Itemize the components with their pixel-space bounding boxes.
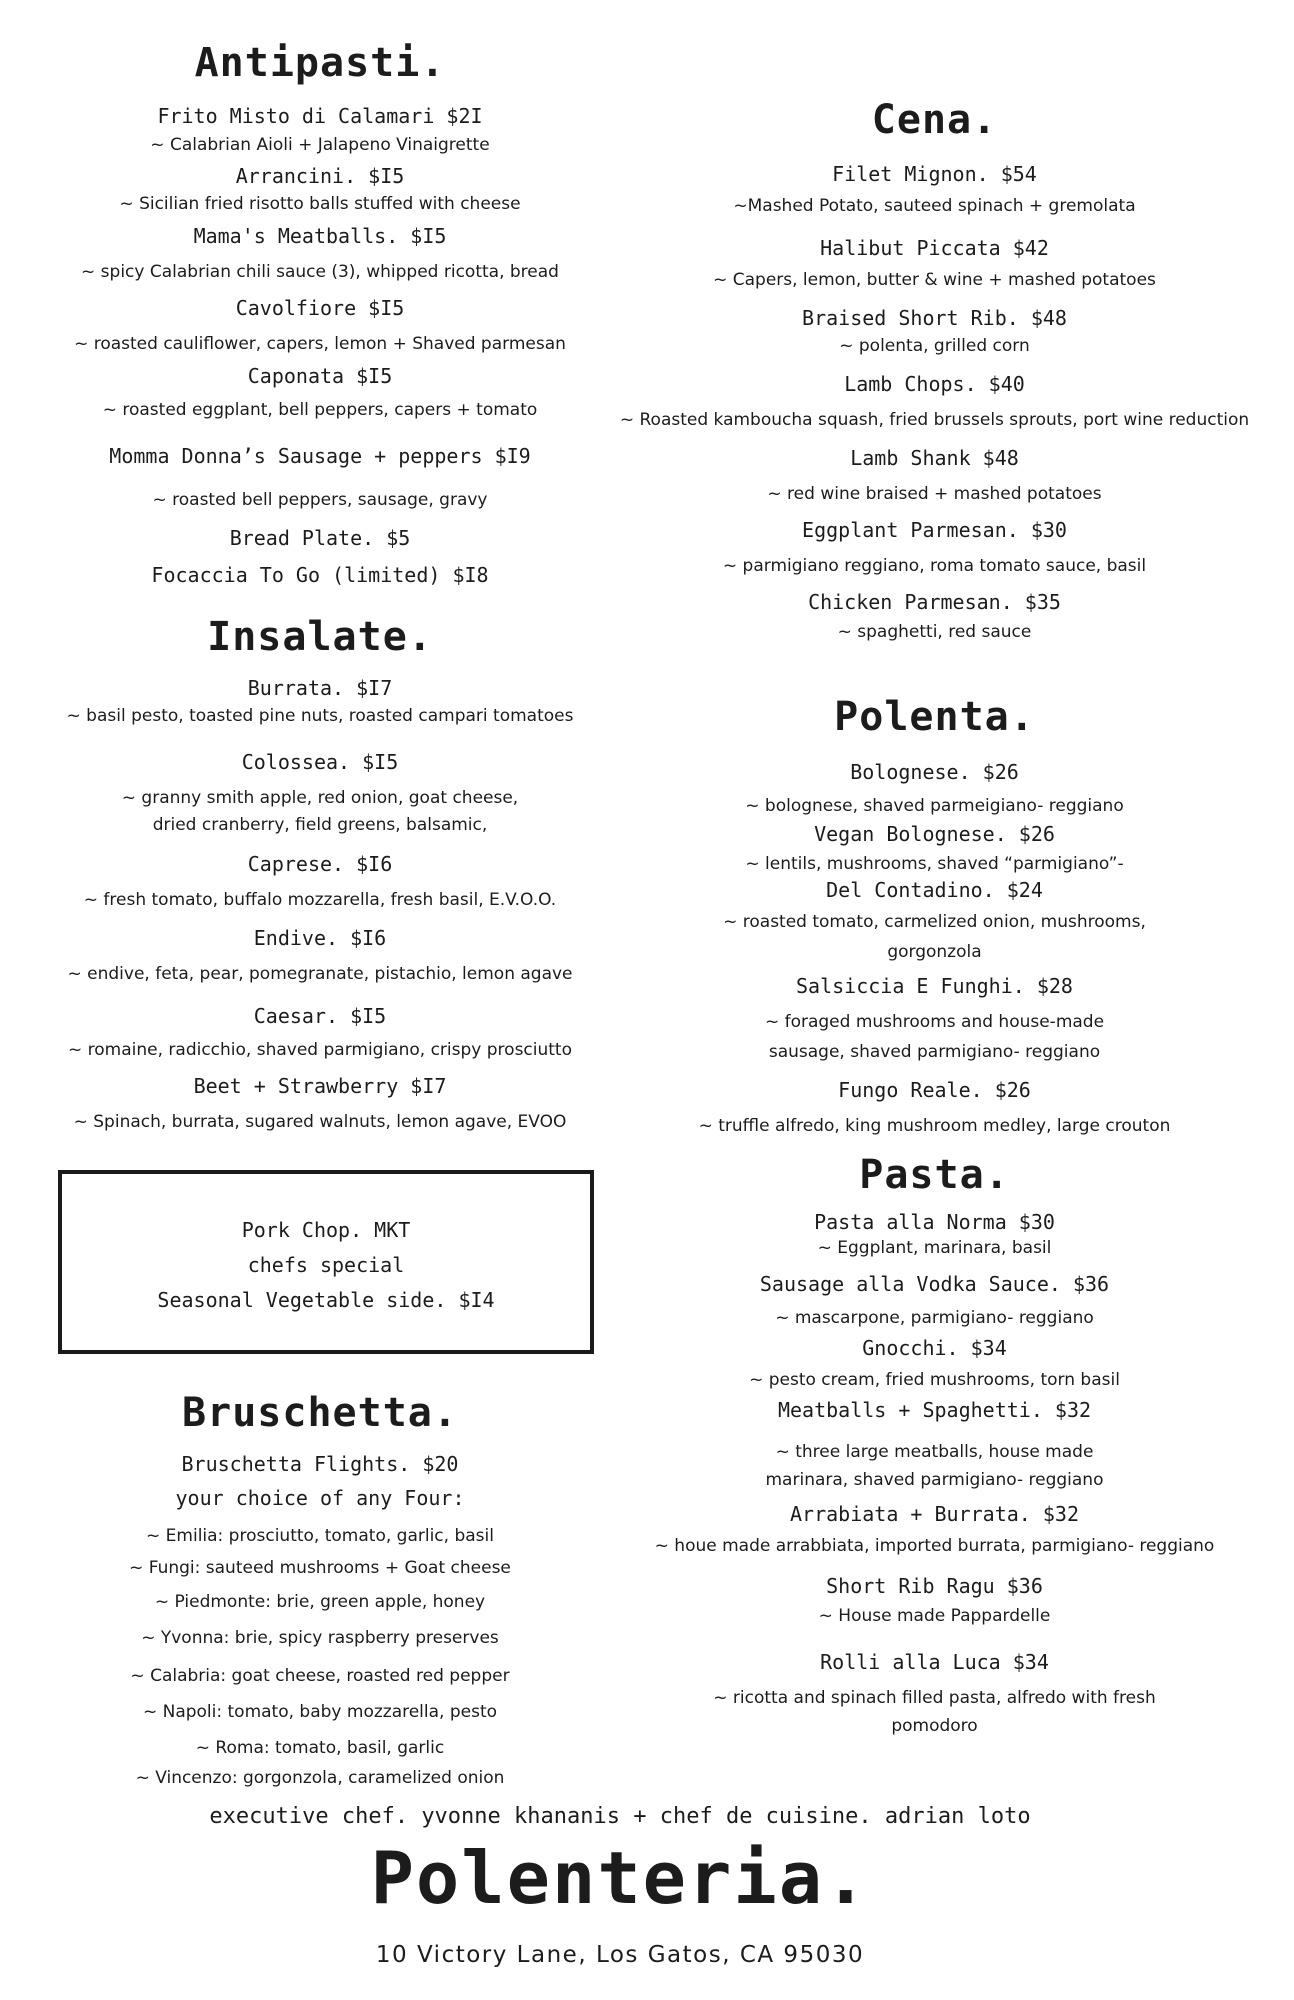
menu-item-name: Caesar. $I5 [253, 1004, 387, 1028]
menu-item-desc: ~ Eggplant, marinara, basil [817, 1238, 1052, 1258]
menu-item-desc: ~ roasted eggplant, bell peppers, capers + tomato [102, 400, 538, 420]
antipasti-heading: Antipasti. [194, 40, 446, 86]
menu-item-desc: dried cranberry, field greens, balsamic, [152, 815, 488, 835]
bruschetta-option: ~ Fungi: sauteed mushrooms + Goat cheese [129, 1558, 511, 1578]
insalate-heading: Insalate. [207, 614, 433, 660]
menu-item-name: Vegan Bolognese. $26 [814, 822, 1055, 846]
bruschetta-option: ~ Roma: tomato, basil, garlic [195, 1738, 445, 1758]
menu-item-name: Beet + Strawberry $I7 [193, 1074, 447, 1098]
menu-item-note: your choice of any Four: [175, 1486, 465, 1510]
menu-item-desc: ~ foraged mushrooms and house-made [764, 1012, 1105, 1032]
menu-item-name: Del Contadino. $24 [826, 878, 1043, 902]
right-column [575, 0, 1294, 2000]
menu-item-desc: ~ roasted bell peppers, sausage, gravy [152, 490, 488, 510]
menu-item-desc: ~ Capers, lemon, butter & wine + mashed potatoes [713, 270, 1156, 290]
special-item: Seasonal Vegetable side. $I4 [157, 1288, 495, 1312]
menu-item-desc: sausage, shaved parmigiano- reggiano [768, 1042, 1101, 1062]
menu-item-desc: ~ Spinach, burrata, sugared walnuts, lemon agave, EVOO [73, 1112, 567, 1132]
cena-heading: Cena. [871, 97, 998, 143]
menu-item-name: Bolognese. $26 [850, 760, 1019, 784]
bruschetta-option: ~ Yvonna: brie, spicy raspberry preserves [141, 1628, 499, 1648]
menu-item-desc: ~ parmigiano reggiano, roma tomato sauce, basil [722, 556, 1147, 576]
menu-item-desc: ~ spicy Calabrian chili sauce (3), whipped ricotta, bread [81, 262, 559, 282]
menu-item-desc: ~ houe made arrabbiata, imported burrata, parmigiano- reggiano [654, 1536, 1215, 1556]
specials-box [58, 1170, 594, 1354]
menu-item-name: Filet Mignon. $54 [832, 162, 1037, 186]
menu-item-name: Focaccia To Go (limited) $I8 [151, 563, 489, 587]
menu-item-desc: ~ roasted tomato, carmelized onion, mushrooms, [723, 912, 1146, 932]
menu-item-desc: ~ polenta, grilled corn [839, 336, 1030, 356]
menu-item-desc: ~ spaghetti, red sauce [837, 622, 1032, 642]
bruschetta-option: ~ Emilia: prosciutto, tomato, garlic, basil [146, 1526, 494, 1546]
menu-item-name: Cavolfiore $I5 [235, 296, 405, 320]
menu-item-name: Lamb Chops. $40 [844, 372, 1025, 396]
left-column [0, 0, 640, 2000]
bruschetta-option: ~ Calabria: goat cheese, roasted red pepper [130, 1666, 510, 1686]
menu-item-desc: ~ Calabrian Aioli + Jalapeno Vinaigrette [150, 135, 490, 155]
menu-item-desc: ~ House made Pappardelle [818, 1606, 1051, 1626]
menu-item-name: Bread Plate. $5 [229, 526, 411, 550]
menu-item-name: Mama's Meatballs. $I5 [193, 224, 447, 248]
restaurant-address: 10 Victory Lane, Los Gatos, CA 95030 [375, 1942, 865, 1968]
menu-item-desc: ~ mascarpone, parmigiano- reggiano [775, 1308, 1094, 1328]
menu-item-desc: marinara, shaved parmigiano- reggiano [765, 1470, 1104, 1490]
polenta-heading: Polenta. [834, 694, 1035, 740]
menu-item-desc: ~Mashed Potato, sauteed spinach + gremolata [733, 196, 1136, 216]
menu-item-desc: ~ ricotta and spinach filled pasta, alfredo with fresh [713, 1688, 1156, 1708]
menu-item-desc: ~ red wine braised + mashed potatoes [767, 484, 1102, 504]
menu-item-desc: pomodoro [891, 1716, 978, 1736]
special-item: chefs special [247, 1253, 405, 1277]
menu-item-name: Pasta alla Norma $30 [814, 1210, 1055, 1234]
menu-item-name: Momma Donna’s Sausage + peppers $I9 [109, 444, 531, 468]
menu-item-name: Arrabiata + Burrata. $32 [790, 1502, 1079, 1526]
menu-item-desc: gorgonzola [887, 942, 982, 962]
menu-item-name: Eggplant Parmesan. $30 [802, 518, 1067, 542]
special-item: Pork Chop. MKT [241, 1218, 411, 1242]
menu-item-name: Braised Short Rib. $48 [802, 306, 1067, 330]
menu-item-desc: ~ romaine, radicchio, shaved parmigiano, crispy prosciutto [68, 1040, 572, 1060]
menu-item-desc: ~ fresh tomato, buffalo mozzarella, fresh basil, E.V.O.O. [83, 890, 557, 910]
menu-item-name: Fungo Reale. $26 [838, 1078, 1031, 1102]
bruschetta-option: ~ Napoli: tomato, baby mozzarella, pesto [142, 1702, 498, 1722]
menu-item-name: Arrancini. $I5 [235, 164, 405, 188]
menu-item-name: Frito Misto di Calamari $2I [157, 104, 483, 128]
menu-item-desc: ~ Sicilian fried risotto balls stuffed with cheese [119, 194, 521, 214]
menu-item-desc: ~ roasted cauliflower, capers, lemon + Shaved parmesan [74, 334, 566, 354]
bruschetta-option: ~ Vincenzo: gorgonzola, caramelized onion [135, 1768, 505, 1788]
menu-item-name: Salsiccia E Funghi. $28 [796, 974, 1073, 998]
menu-item-name: Colossea. $I5 [241, 750, 399, 774]
menu-item-name: Bruschetta Flights. $20 [181, 1452, 459, 1476]
menu-item-name: Burrata. $I7 [247, 676, 393, 700]
menu-item-name: Sausage alla Vodka Sauce. $36 [759, 1272, 1110, 1296]
menu-item-name: Caponata $I5 [247, 364, 393, 388]
menu-item-name: Meatballs + Spaghetti. $32 [777, 1398, 1092, 1422]
menu-item-name: Endive. $I6 [253, 926, 387, 950]
bruschetta-heading: Bruschetta. [182, 1390, 458, 1436]
menu-item-name: Gnocchi. $34 [862, 1336, 1007, 1360]
menu-item-name: Caprese. $I6 [247, 852, 393, 876]
menu-item-desc: ~ lentils, mushrooms, shaved “parmigiano”- [745, 854, 1124, 874]
menu-item-name: Halibut Piccata $42 [820, 236, 1049, 260]
menu-item-desc: ~ bolognese, shaved parmeigiano- reggiano [745, 796, 1124, 816]
menu-item-name: Lamb Shank $48 [850, 446, 1019, 470]
pasta-heading: Pasta. [859, 1152, 1010, 1198]
chef-credits: executive chef. yvonne khananis + chef de cuisine. adrian loto [209, 1804, 1031, 1829]
menu-item-desc: ~ Roasted kamboucha squash, fried brussels sprouts, port wine reduction [619, 410, 1250, 430]
bruschetta-option: ~ Piedmonte: brie, green apple, honey [154, 1592, 486, 1612]
menu-item-desc: ~ basil pesto, toasted pine nuts, roasted campari tomatoes [66, 706, 574, 726]
brand-logo: Polenteria. [370, 1836, 870, 1920]
menu-item-name: Short Rib Ragu $36 [826, 1574, 1043, 1598]
menu-item-desc: ~ granny smith apple, red onion, goat cheese, [121, 788, 519, 808]
menu-item-desc: ~ pesto cream, fried mushrooms, torn basil [749, 1370, 1120, 1390]
menu-item-desc: ~ endive, feta, pear, pomegranate, pistachio, lemon agave [67, 964, 573, 984]
menu-item-desc: ~ truffle alfredo, king mushroom medley, large crouton [698, 1116, 1171, 1136]
menu-item-desc: ~ three large meatballs, house made [775, 1442, 1094, 1462]
menu-item-name: Rolli alla Luca $34 [820, 1650, 1049, 1674]
menu-item-name: Chicken Parmesan. $35 [808, 590, 1061, 614]
